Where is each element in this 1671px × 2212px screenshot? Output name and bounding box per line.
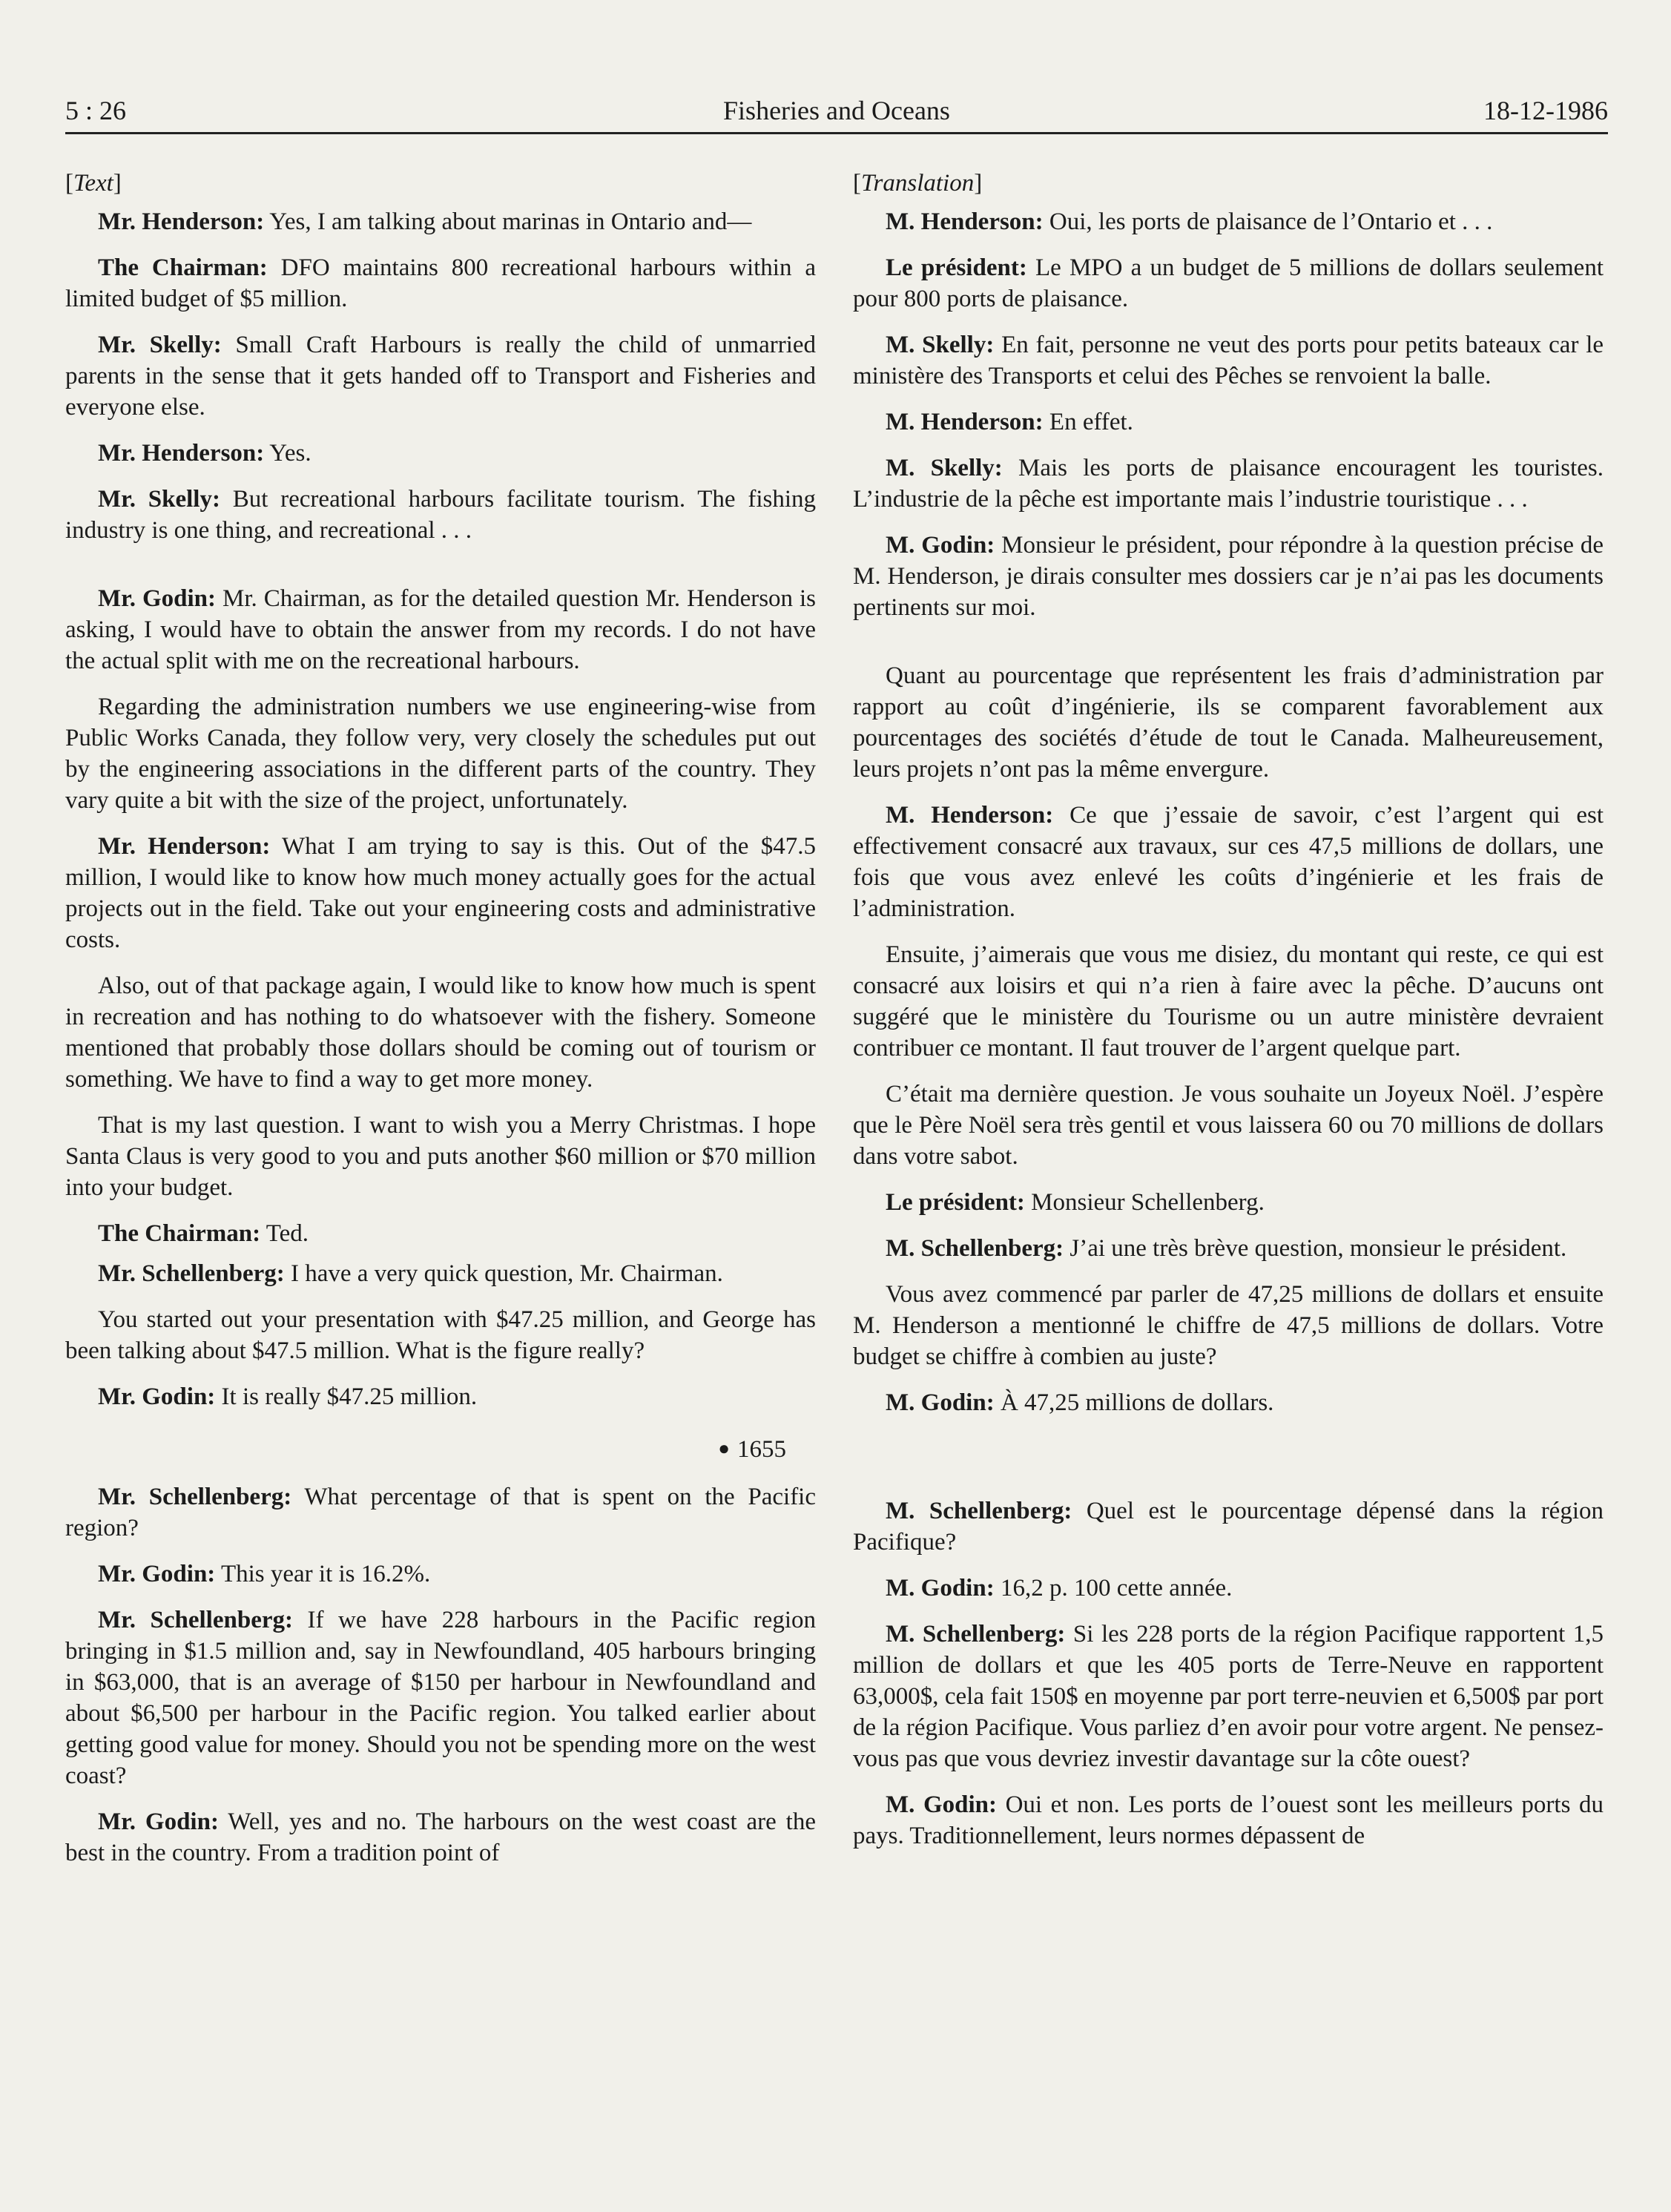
transcript-paragraph [65,1381,816,1412]
speaker-name: Le président: [886,254,1027,281]
transcript-paragraph [65,1558,816,1590]
transcript-paragraph [853,939,1604,1064]
transcript-paragraph [65,1481,816,1544]
transcript-paragraph [65,1806,816,1869]
speech-text: Monsieur le président, pour répondre à la question précise de M. Henderson, je dirais consulter mes dossiers car je n’ai pas les documents pertinents sur moi. [853,532,1604,621]
speaker-name: The Chairman: [98,1220,261,1247]
speech-text: I have a very quick question, Mr. Chairman. [291,1260,723,1287]
speech-text: Quant au pourcentage que représentent les frais d’administration par rapport au coût d’ingénierie, ils se comparent favorablement aux pourcentages des sociétés d’étude de tout le Canada. Malheureusement, leurs projets n’ont pas la même envergure. [853,662,1604,783]
speaker-name: The Chairman: [98,254,268,281]
header-date: 18-12-1986 [1483,96,1608,125]
speaker-name: M. Henderson: [886,208,1044,235]
bullet-icon: ● [718,1438,730,1459]
speech-text: Monsieur Schellenberg. [1031,1189,1265,1216]
french-column [853,168,1604,1866]
speech-text: 16,2 p. 100 cette année. [1000,1575,1233,1602]
transcript-paragraph [853,406,1604,438]
speech-text: C’était ma dernière question. Je vous souhaite un Joyeux Noël. J’espère que le Père Noël sera très gentil et vous laissera 60 ou 70 millions de dollars dans votre sabot. [853,1081,1604,1170]
speaker-name: Mr. Schellenberg: [98,1260,285,1287]
speech-text: Well, yes and no. The harbours on the west coast are the best in the country. From a tradition point of [65,1808,817,1866]
transcript-paragraph [65,583,816,677]
speaker-name: Mr. Godin: [98,1808,219,1835]
speech-text: Regarding the administration numbers we use engineering-wise from Public Works Canada, they follow very, very closely the schedules put out by the engineering associations in the different parts of the country. They vary quite a bit with the size of the project, unfortunately. [65,694,816,814]
speaker-name: M. Godin: [886,1389,995,1416]
speaker-name: M. Henderson: [886,409,1044,435]
page-header [65,95,1608,134]
transcript-paragraph [65,1604,816,1791]
transcript-paragraph [853,1789,1604,1851]
speech-text: It is really $47.25 million. [221,1383,478,1410]
section-label: [Translation] [853,170,983,197]
speaker-name: M. Godin: [886,532,995,559]
section-label: [Text] [65,170,122,197]
transcript-paragraph [65,970,816,1095]
speaker-name: Mr. Henderson: [98,833,271,860]
transcript-paragraph [853,660,1604,785]
transcript-paragraph [65,831,816,955]
speech-text: Vous avez commencé par parler de 47,25 millions de dollars et ensuite M. Henderson a mentionné le chiffre de 47,5 millions de dollars. Votre budget se chiffre à combien au juste? [853,1281,1604,1370]
speaker-name: M. Schellenberg: [886,1498,1072,1524]
transcript-paragraph [853,1279,1604,1372]
transcript-paragraph [65,691,816,816]
speech-text: But recreational harbours facilitate tourism. The fishing industry is one thing, and recreational . . . [65,486,817,544]
speech-text: DFO maintains 800 recreational harbours within a limited budget of $5 million. [65,254,817,312]
publication-title: Fisheries and Oceans [723,96,950,125]
speaker-name: Mr. Godin: [98,585,217,612]
time-marker: ● 1655 [718,1436,786,1463]
speech-text: This year it is 16.2%. [220,1561,431,1587]
transcript-paragraph [853,530,1604,623]
speech-text: Yes, I am talking about marinas in Ontario and— [269,208,752,235]
transcript-paragraph [853,1233,1604,1264]
speaker-name: Mr. Schellenberg: [98,1607,293,1633]
transcript-paragraph [65,329,816,423]
speech-text: What I am trying to say is this. Out of the $47.5 million, I would like to know how much money actually goes for the actual projects out in the field. Take out your engineering costs and administrative costs. [65,833,817,953]
speaker-name: Mr. Henderson: [98,440,265,467]
transcript-paragraph [65,484,816,546]
speech-text: Yes. [269,440,312,467]
speech-text: Si les 228 ports de la région Pacifique rapportent 1,5 million de dollars et que les 405 ports de Terre-Neuve en rapportent 63,000$, cela fait 150$ en moyenne par port terre-neuvien et 6,500$ par port de la région Pacifique. Vous parliez d’en avoir pour votre argent. Ne pensez-vous pas que vous devriez investir davantage sur la côte ouest? [853,1621,1604,1772]
transcript-paragraph [65,1258,816,1289]
transcript-paragraph [853,1495,1604,1558]
speech-text: Also, out of that package again, I would like to know how much is spent in recreation and has nothing to do whatsoever with the fishery. Someone mentioned that probably those dollars should be coming out of tourism or something. We have to find a way to get more money. [65,972,816,1093]
transcript-paragraph [853,800,1604,924]
speech-text: En fait, personne ne veut des ports pour petits bateaux car le ministère des Transports et celui des Pêches se renvoient la balle. [853,332,1604,389]
speaker-name: Mr. Skelly: [98,332,222,358]
speech-text: Small Craft Harbours is really the child of unmarried parents in the sense that it gets handed off to Transport and Fisheries and everyone else. [65,332,817,421]
speaker-name: M. Godin: [886,1791,997,1818]
speech-text: Quel est le pourcentage dépensé dans la région Pacifique? [853,1498,1604,1556]
speaker-name: Mr. Godin: [98,1561,216,1587]
speaker-name: Mr. Schellenberg: [98,1484,292,1510]
speech-text: Oui et non. Les ports de l’ouest sont les meilleurs ports du pays. Traditionnellement, leurs normes dépassent de [853,1791,1604,1849]
speaker-name: Mr. Henderson: [98,208,265,235]
transcript-paragraph [853,329,1604,392]
transcript-paragraph [65,1304,816,1366]
speech-text: J’ai une très brève question, monsieur le président. [1069,1235,1567,1262]
transcript-paragraph [65,1110,816,1203]
speech-text: Ensuite, j’aimerais que vous me disiez, du montant qui reste, ce qui est consacré aux loisirs et qui n’a rien à faire avec la pêche. D’aucuns ont suggéré que le ministère du Tourisme ou un autre ministère devraient contribuer ce montant. Il faut trouver de l’argent quelque part. [853,941,1604,1061]
speech-text: Ted. [266,1220,309,1247]
transcript-paragraph [65,438,816,469]
transcript-paragraph [853,452,1604,515]
transcript-paragraph [65,252,816,315]
speech-text: Mais les ports de plaisance encouragent les touristes. L’industrie de la pêche est importante mais l’industrie touristique . . . [853,455,1604,513]
page-number: 5 : 26 [65,96,127,125]
speaker-name: Mr. Godin: [98,1383,216,1410]
speaker-name: M. Schellenberg: [886,1235,1064,1262]
header-rule [65,132,1608,134]
speaker-name: M. Godin: [886,1575,995,1602]
transcript-paragraph [65,206,816,237]
speech-text: That is my last question. I want to wish you a Merry Christmas. I hope Santa Claus is very good to you and puts another $60 million or $70 million into your budget. [65,1112,816,1201]
transcript-paragraph [853,1387,1604,1418]
english-column [65,168,816,1883]
speaker-name: M. Schellenberg: [886,1621,1066,1648]
speech-text: Mr. Chairman, as for the detailed question Mr. Henderson is asking, I would have to obtain the answer from my records. I do not have the actual split with me on the recreational harbours. [65,585,817,674]
speaker-name: Le président: [886,1189,1025,1216]
speech-text: Ce que j’essaie de savoir, c’est l’argent qui est effectivement consacré aux travaux, sur ces 47,5 millions de dollars, une fois que vous avez enlevé les coûts d’ingénierie et les frais de l’administration. [853,802,1604,922]
transcript-paragraph [853,206,1604,237]
speaker-name: M. Henderson: [886,802,1054,829]
transcript-paragraph [853,1079,1604,1172]
speaker-name: Mr. Skelly: [98,486,220,513]
transcript-paragraph [853,252,1604,315]
transcript-paragraph [853,1187,1604,1218]
speech-text: Oui, les ports de plaisance de l’Ontario et . . . [1049,208,1493,235]
speech-text: You started out your presentation with $47.25 million, and George has been talking about $47.5 million. What is the figure really? [65,1306,816,1364]
speaker-name: M. Skelly: [886,455,1003,481]
transcript-paragraph [65,1218,816,1249]
transcript-paragraph [853,1573,1604,1604]
speech-text: Le MPO a un budget de 5 millions de dollars seulement pour 800 ports de plaisance. [853,254,1604,312]
speech-text: À 47,25 millions de dollars. [1000,1389,1274,1416]
transcript-paragraph [853,1619,1604,1774]
speech-text: What percentage of that is spent on the Pacific region? [65,1484,817,1541]
speech-text: If we have 228 harbours in the Pacific region bringing in $1.5 million and, say in Newfoundland, 405 harbours bringing in $63,000, that is an average of $150 per harbour in Newfoundland and about $6,500 per harbour in the Pacific region. You talked earlier about getting good value for money. Should you not be spending more on the west coast? [65,1607,816,1789]
speaker-name: M. Skelly: [886,332,995,358]
speech-text: En effet. [1049,409,1133,435]
